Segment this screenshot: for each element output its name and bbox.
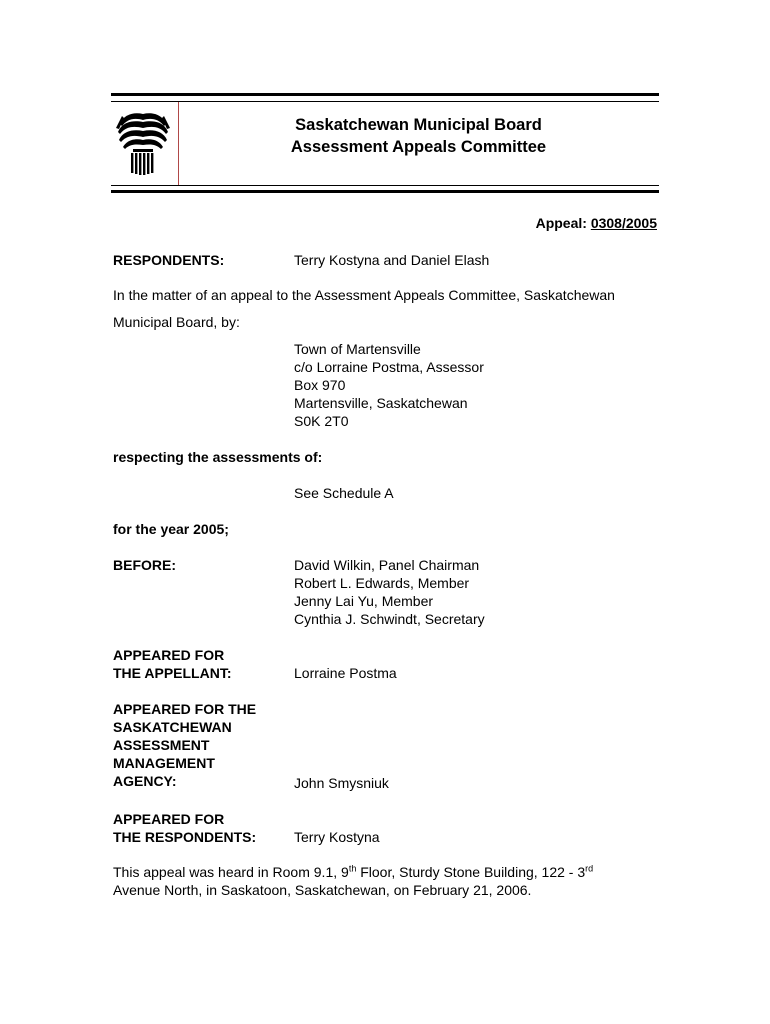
panel-member: Jenny Lai Yu, Member xyxy=(294,593,434,609)
label-line: THE RESPONDENTS: xyxy=(113,829,257,845)
header-top-rule-thick xyxy=(111,93,659,96)
respondents-appearance-label xyxy=(113,810,256,846)
label-line: ASSESSMENT xyxy=(113,737,210,753)
appeal-number xyxy=(536,215,657,231)
label-line: APPEARED FOR THE xyxy=(113,701,257,717)
hearing-text: This appeal was heard in Room 9.1, 9 xyxy=(113,864,349,880)
address-line: Town of Martensville xyxy=(294,341,421,357)
address-line: Martensville, Saskatchewan xyxy=(294,395,468,411)
matter-line-1: In the matter of an appeal to the Assessment Appeals Committee, Saskatchewan xyxy=(113,287,615,303)
matter-line-2: Municipal Board, by: xyxy=(113,314,240,330)
appellant-label xyxy=(113,646,231,682)
label-line: AGENCY: xyxy=(113,773,177,789)
header-top-rule-thin xyxy=(111,101,659,102)
hearing-sup: th xyxy=(348,863,357,874)
address-line: Box 970 xyxy=(294,377,346,393)
label-line: SASKATCHEWAN xyxy=(113,719,232,735)
respondents-label: RESPONDENTS: xyxy=(113,252,225,268)
hearing-text: Floor, Sturdy Stone Building, 122 - 3 xyxy=(356,864,586,880)
year-label: for the year 2005; xyxy=(113,521,229,537)
address-line: S0K 2T0 xyxy=(294,413,349,429)
header-bottom-rule-thin xyxy=(111,185,659,186)
appeal-label: Appeal: xyxy=(535,215,587,231)
address-line: c/o Lorraine Postma, Assessor xyxy=(294,359,484,375)
hearing-line-1 xyxy=(113,864,593,880)
respondents-value: Terry Kostyna and Daniel Elash xyxy=(294,252,490,268)
committee-name: Assessment Appeals Committee xyxy=(290,138,547,156)
assessments-value: See Schedule A xyxy=(294,485,394,501)
label-line: MANAGEMENT xyxy=(113,755,215,771)
agency-label xyxy=(113,700,256,790)
header-bottom-rule-thick xyxy=(111,190,659,193)
respondents-appearance-value: Terry Kostyna xyxy=(294,829,380,845)
hearing-line-2: Avenue North, in Saskatoon, Saskatchewan, on February 21, 2006. xyxy=(113,882,532,898)
hearing-sup: rd xyxy=(585,863,594,874)
appeal-number-value: 0308/2005 xyxy=(590,215,657,231)
board-name: Saskatchewan Municipal Board xyxy=(295,116,542,134)
panel-members xyxy=(294,556,485,628)
label-line: THE APPELLANT: xyxy=(113,665,232,681)
before-label: BEFORE: xyxy=(113,557,176,573)
panel-member: Cynthia J. Schwindt, Secretary xyxy=(294,611,485,627)
panel-member: Robert L. Edwards, Member xyxy=(294,575,470,591)
wheat-sheaf-icon xyxy=(114,110,172,176)
agency-value: John Smysniuk xyxy=(294,775,389,791)
assessments-label: respecting the assessments of: xyxy=(113,449,323,465)
appellant-value: Lorraine Postma xyxy=(294,665,397,681)
label-line: APPEARED FOR xyxy=(113,811,225,827)
panel-member: David Wilkin, Panel Chairman xyxy=(294,557,480,573)
appellant-address xyxy=(294,340,484,430)
label-line: APPEARED FOR xyxy=(113,647,225,663)
